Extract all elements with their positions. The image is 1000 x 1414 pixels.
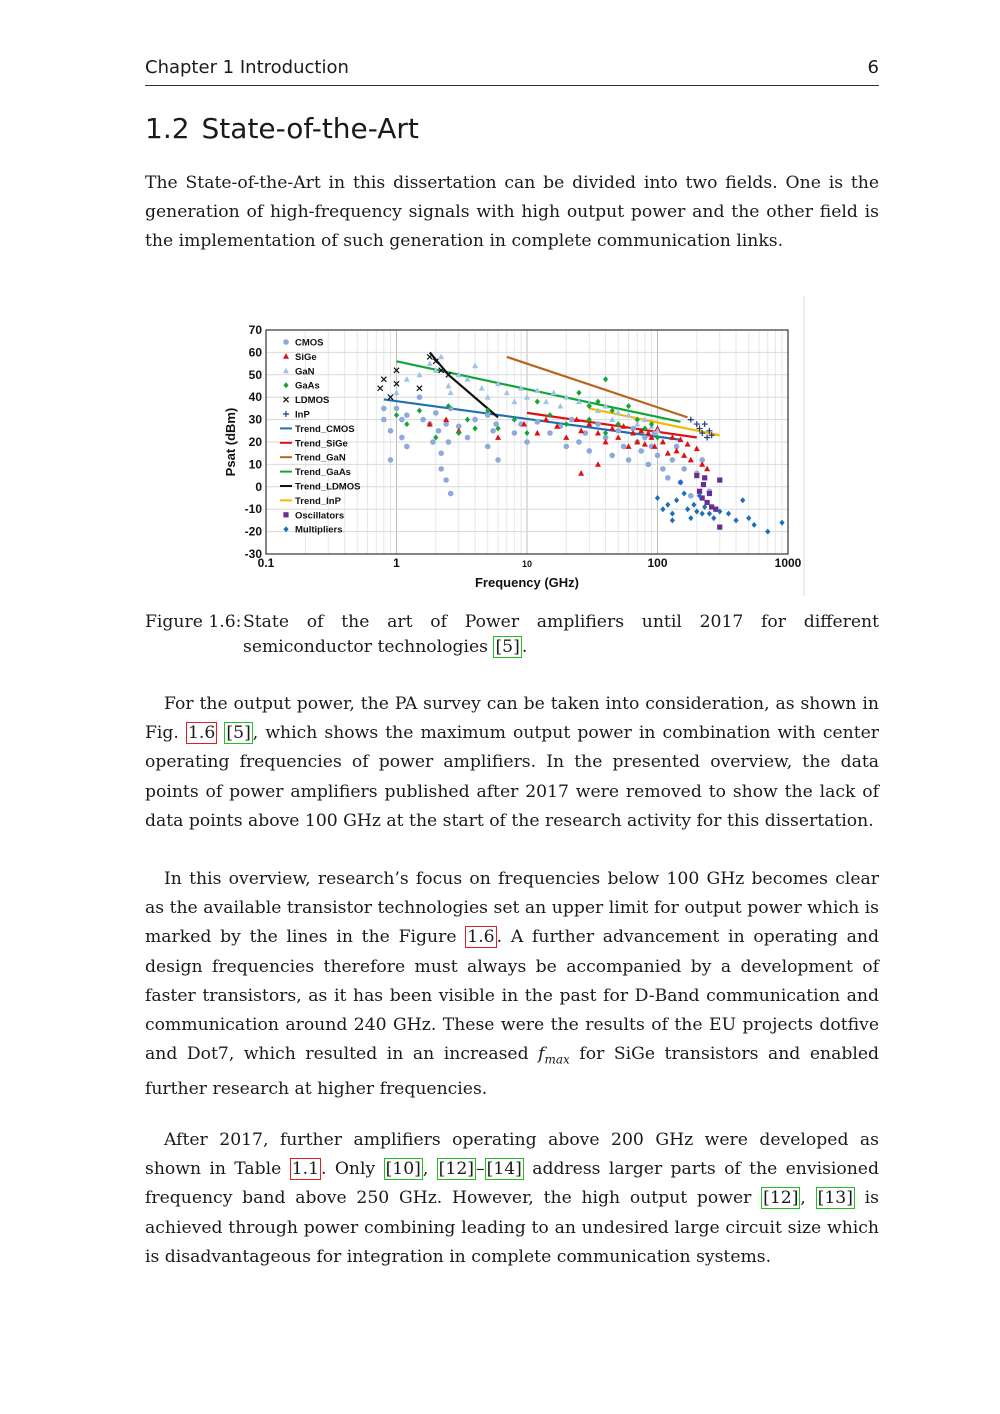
text-span: is achieved through power combining leading to an undesired large circuit size which is disadvantageous for integration in complete communication systems. (145, 1188, 879, 1267)
data-point-cmos (655, 453, 661, 459)
data-point-cmos (595, 421, 601, 427)
figure-label: Figure 1.6: (145, 612, 242, 632)
data-point-gaas (603, 430, 608, 436)
legend-label: GaN (295, 366, 315, 378)
data-point-gan (511, 398, 517, 404)
x-axis-label: Frequency (GHz) (474, 575, 580, 590)
data-point-multipliers (752, 522, 757, 528)
legend-label: Trend_CMOS (295, 423, 355, 435)
text-span: for SiGe transistors and enabled further research at higher frequencies. (145, 1044, 879, 1099)
math-subscript: max (544, 1052, 570, 1067)
data-point-ldmos (417, 386, 422, 391)
data-point-multipliers (665, 502, 670, 508)
data-point-sige (694, 446, 700, 452)
legend-label: Multipliers (295, 524, 343, 536)
data-point-gan (448, 390, 454, 396)
fmax-math (538, 1044, 570, 1067)
data-point-cmos (446, 439, 452, 445)
data-point-multipliers (711, 515, 716, 521)
legend-label: InP (295, 409, 310, 421)
data-point-cmos (394, 406, 400, 412)
legend-label: Trend_GaAs (295, 467, 351, 479)
y-tick-label: 50 (248, 367, 262, 382)
data-point-gan (557, 403, 563, 409)
data-point-inp (702, 421, 708, 427)
data-point-ldmos (378, 386, 383, 391)
legend-marker-gan (283, 368, 289, 374)
data-point-cmos (436, 428, 442, 434)
data-point-sige (688, 457, 694, 463)
data-point-sige (674, 448, 680, 454)
data-point-inp (688, 417, 694, 423)
data-point-multipliers (670, 511, 675, 517)
data-point-cmos (438, 466, 444, 472)
figure-ref-link[interactable]: 1.6 (467, 927, 495, 948)
citation-link[interactable]: [14] (486, 1159, 522, 1180)
text-span: . A further advancement in operating and design frequencies therefore must always be accompanied by a development of faster transistors, as it has been visible in the past for D-Band communication and communication around 240 GHz. These were the results of the EU projects dotfive and Dot7, which resulted in an increased (145, 927, 879, 1065)
citation-link[interactable]: [5] (495, 637, 520, 657)
text-span: For the output power, the PA survey can be taken into consideration, as shown in Fig. (145, 694, 879, 744)
y-tick-label: -30 (244, 547, 262, 561)
y-tick-label: -20 (244, 524, 262, 539)
data-point-cmos (670, 457, 676, 463)
y-tick-label: 0 (255, 479, 262, 494)
chapter-title: Chapter 1 Introduction (145, 57, 349, 78)
data-point-cmos (381, 417, 387, 423)
data-point-multipliers (726, 511, 731, 517)
data-point-gaas (472, 426, 477, 432)
data-point-cmos (404, 444, 410, 450)
citation-link[interactable]: [13] (817, 1188, 853, 1209)
data-point-oscillators (705, 500, 710, 505)
data-point-cmos (688, 493, 694, 499)
data-point-multipliers (660, 506, 665, 512)
data-point-cmos (609, 453, 615, 459)
data-point-cmos (381, 406, 387, 412)
text-span: , (800, 1188, 816, 1209)
data-point-cmos (399, 417, 405, 423)
table-ref-link[interactable]: 1.1 (291, 1159, 320, 1180)
data-point-sige (595, 430, 601, 436)
data-point-gan (479, 385, 485, 391)
data-point-multipliers (740, 497, 745, 503)
text-span: , (422, 1159, 437, 1180)
data-point-gan (394, 390, 400, 396)
legend-label: CMOS (295, 337, 324, 349)
data-point-multipliers (655, 495, 660, 501)
data-point-cmos (547, 430, 553, 436)
data-point-multipliers (670, 517, 675, 523)
data-point-gan (551, 390, 557, 396)
data-point-gan (427, 360, 433, 366)
data-point-cmos (524, 439, 530, 445)
page-number: 6 (867, 57, 879, 78)
data-point-multipliers (779, 520, 784, 526)
data-point-sige (681, 452, 687, 458)
section-title: State-of-the-Art (201, 112, 419, 145)
text-span: – (475, 1159, 485, 1180)
trend-line-trend_gan (507, 357, 688, 417)
legend-marker-inp (283, 411, 289, 417)
citation-link[interactable]: [12] (763, 1188, 799, 1209)
data-point-sige (495, 434, 501, 440)
data-point-cmos (681, 466, 687, 472)
data-point-multipliers (746, 515, 751, 521)
y-tick-label: 70 (248, 323, 262, 337)
y-tick-label: 60 (248, 345, 262, 360)
section-heading (145, 112, 419, 145)
y-tick-label: 10 (248, 457, 262, 472)
data-point-oscillators (717, 525, 722, 530)
paragraph-output-power (145, 690, 879, 836)
caption-text (243, 610, 879, 660)
data-point-cmos (626, 457, 632, 463)
data-point-cmos (495, 457, 501, 463)
data-point-multipliers (682, 491, 687, 497)
figure-1-6 (218, 296, 808, 596)
citation-link[interactable]: [12] (438, 1159, 474, 1180)
data-point-cmos (485, 444, 491, 450)
data-point-multipliers (765, 529, 770, 535)
text-span: address larger parts of the envisioned frequency band above 250 GHz. However, the high output power (145, 1159, 879, 1209)
data-point-cmos (645, 462, 651, 468)
data-point-cmos (388, 457, 394, 463)
data-point-cmos (388, 428, 394, 434)
data-point-multipliers (674, 497, 679, 503)
data-point-cmos (512, 430, 518, 436)
y-tick-label: 30 (248, 412, 262, 427)
data-point-gaas (603, 376, 608, 382)
data-point-gaas (465, 417, 470, 423)
data-point-gan (543, 398, 549, 404)
data-point-cmos (399, 435, 405, 441)
data-point-sige (615, 434, 621, 440)
data-point-cmos (417, 394, 423, 400)
figure-caption (145, 610, 879, 660)
data-point-cmos (563, 444, 569, 450)
y-tick-label: 20 (248, 435, 262, 449)
text-span: After 2017, further amplifiers operating above 200 GHz were developed as shown in Table (145, 1130, 879, 1180)
y-tick-label: 40 (248, 390, 262, 405)
data-point-gan (445, 383, 451, 389)
data-point-cmos (638, 448, 644, 454)
data-point-cmos (576, 439, 582, 445)
data-point-cmos (615, 428, 621, 434)
data-point-gan (615, 410, 621, 416)
data-point-multipliers (707, 511, 712, 517)
data-point-oscillators (694, 473, 699, 478)
x-tick-label: 0.1 (257, 556, 275, 570)
legend-label: Trend_SiGe (295, 438, 348, 450)
text-span: . Only (321, 1159, 384, 1180)
data-point-multipliers (691, 502, 696, 508)
data-point-cmos (660, 466, 666, 472)
data-point-gan (504, 390, 510, 396)
paragraph-overview (145, 865, 879, 1104)
data-point-multipliers (700, 511, 705, 517)
data-point-cmos (433, 410, 439, 416)
legend-label: GaAs (295, 380, 320, 392)
x-tick-label: 1 (393, 556, 400, 570)
caption-end: . (521, 637, 528, 657)
legend-label: Trend_InP (295, 495, 341, 507)
legend-marker-sige (283, 353, 289, 359)
data-point-cmos (586, 448, 592, 454)
data-point-sige (578, 428, 584, 434)
math-base: f (538, 1044, 545, 1065)
data-point-oscillators (717, 477, 722, 482)
data-point-cmos (665, 475, 671, 481)
legend-marker-oscillators (283, 512, 288, 517)
data-point-cmos (438, 450, 444, 456)
data-point-cmos (642, 435, 648, 441)
data-point-gan (438, 354, 444, 360)
citation-link[interactable]: [10] (385, 1159, 421, 1180)
data-point-cmos (569, 417, 575, 423)
data-point-gaas (404, 421, 409, 427)
data-point-gan (626, 412, 632, 418)
data-point-cmos (404, 412, 410, 418)
x-tick-label: 10 (521, 559, 533, 569)
data-point-gaas (626, 403, 631, 409)
data-point-inp (694, 421, 700, 427)
data-point-sige (578, 470, 584, 476)
y-tick-label: -10 (244, 502, 262, 517)
x-tick-label: 1000 (774, 556, 802, 570)
data-point-cmos (621, 444, 627, 450)
x-tick-label: 100 (647, 556, 668, 570)
data-point-sige (534, 430, 540, 436)
legend-marker-cmos (283, 339, 289, 345)
data-point-gaas (394, 412, 399, 418)
data-point-sige (665, 450, 671, 456)
data-point-multipliers (733, 517, 738, 523)
legend-label: Trend_GaN (295, 452, 346, 464)
data-point-cmos (490, 428, 496, 434)
data-point-oscillators (702, 475, 707, 480)
data-point-cmos (465, 435, 471, 441)
data-point-gaas (576, 390, 581, 396)
data-point-gaas (524, 430, 529, 436)
psat-chart (218, 296, 808, 596)
data-point-ldmos (427, 354, 432, 359)
data-point-cmos (472, 417, 478, 423)
data-point-cmos (535, 419, 541, 425)
running-header (145, 57, 879, 86)
data-point-gaas (535, 399, 540, 405)
data-point-gaas (456, 430, 461, 436)
data-point-oscillators (707, 491, 712, 496)
legend-marker-gaas (283, 382, 288, 388)
paragraph-after-2017 (145, 1126, 879, 1272)
data-point-cmos (420, 417, 426, 423)
data-point-cmos (430, 439, 436, 445)
data-point-multipliers (685, 506, 690, 512)
citation-link[interactable]: [5] (226, 723, 251, 744)
intro-paragraph: The State-of-the-Art in this dissertation can be divided into two fields. One is the generation of high-frequency signals with high output power and the other field is the implementation of such generation in complete communication links. (145, 173, 879, 252)
data-point-sige (563, 434, 569, 440)
legend-label: Oscillators (295, 510, 345, 522)
caption-body: State of the art of Power amplifiers until 2017 for different semiconductor technologies (243, 612, 879, 657)
data-point-gan (404, 376, 410, 382)
y-axis-label: Psat (dBm) (223, 407, 238, 477)
legend-label: LDMOS (295, 395, 330, 407)
legend-label: SiGe (295, 351, 317, 363)
text-span: , which shows the maximum output power in combination with center operating frequencies of power amplifiers. In the presented overview, the data points of power amplifiers published after 2017 were removed to show the lack of data points above 100 GHz at the start of the research activity for this dissertation. (145, 723, 879, 831)
legend-label: Trend_LDMOS (295, 481, 361, 493)
text-span: In this overview, research’s focus on frequencies below 100 GHz becomes clear as the available transistor technologies set an upper limit for output power which is marked by the lines in the Figure (145, 869, 879, 948)
data-point-gan (472, 363, 478, 369)
data-point-multipliers (688, 515, 693, 521)
data-point-gaas (417, 408, 422, 414)
data-point-sige (626, 443, 632, 449)
figure-ref-link[interactable]: 1.6 (187, 723, 216, 744)
data-point-cmos (443, 421, 449, 427)
legend-marker-ldmos (283, 397, 288, 402)
data-point-cmos (443, 477, 449, 483)
section-number: 1.2 (145, 112, 190, 145)
data-point-oscillators (701, 482, 706, 487)
data-point-cmos (448, 491, 454, 497)
data-point-gaas (564, 421, 569, 427)
